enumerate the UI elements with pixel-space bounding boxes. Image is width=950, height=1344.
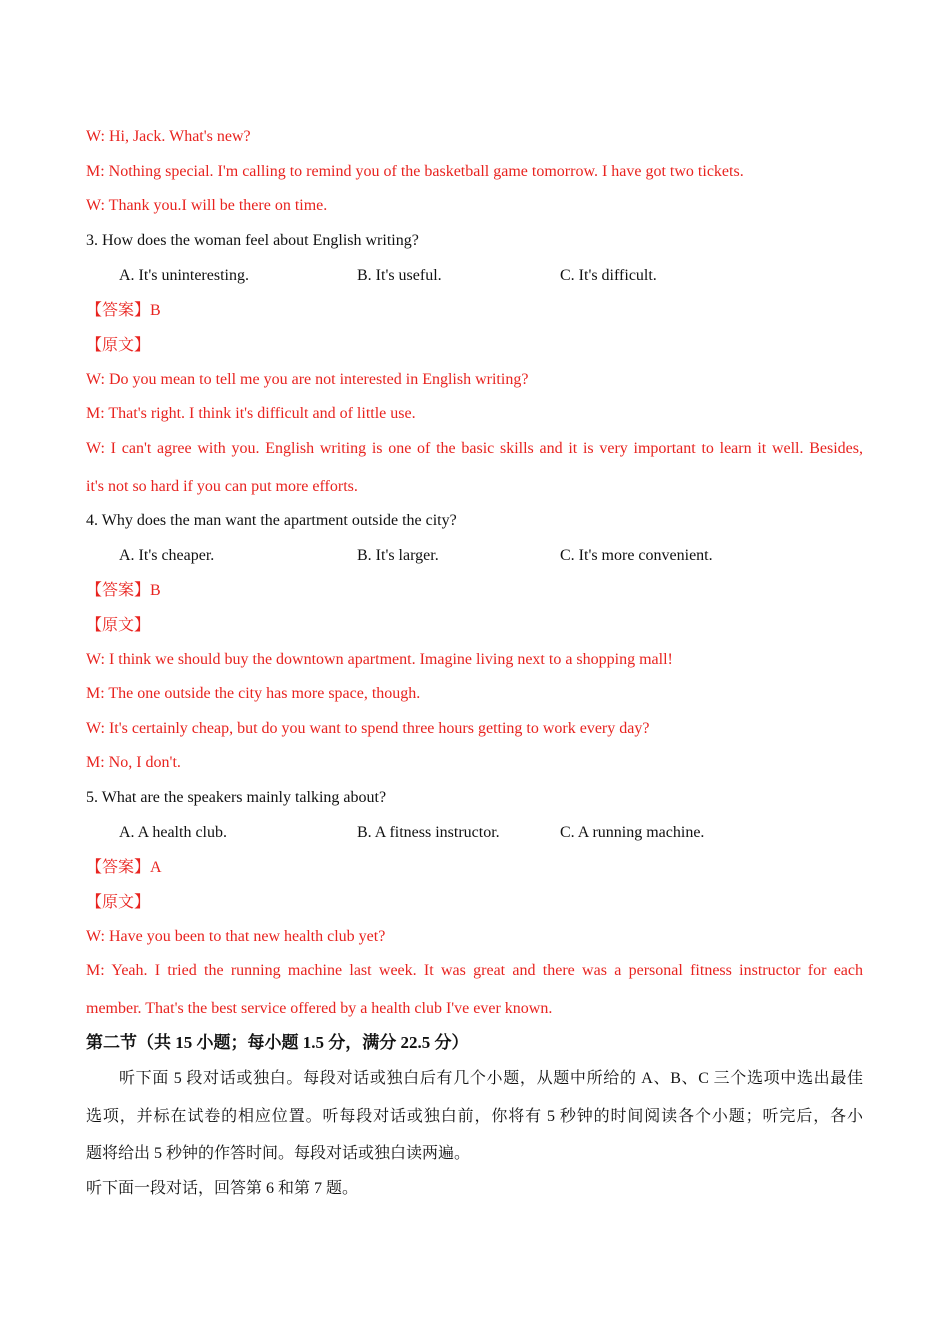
q3-option-b: B. It's useful. [357,267,442,284]
instructions-line: 选项，并标在试卷的相应位置。听每段对话或独白前，你将有 5 秒钟的时间阅读各个小题；听完后，各小 [86,1108,863,1125]
question-5: 5. What are the speakers mainly talking about? [86,789,387,806]
q4-option-c: C. It's more convenient. [560,547,713,564]
dialogue-line: W: It's certainly cheap, but do you want to spend three hours getting to work every day? [86,720,650,737]
lead-in: 听下面一段对话，回答第 6 和第 7 题。 [86,1180,359,1197]
q4-option-a: A. It's cheaper. [119,547,215,564]
q4-answer: 【答案】B [86,582,161,599]
dialogue-line: M: That's right. I think it's difficult and of little use. [86,405,416,422]
q5-option-b: B. A fitness instructor. [357,824,500,841]
q3-option-a: A. It's uninteresting. [119,267,249,284]
question-3: 3. How does the woman feel about English writing? [86,232,419,249]
dialogue-line: W: Thank you.I will be there on time. [86,197,328,214]
q3-option-c: C. It's difficult. [560,267,657,284]
q5-answer: 【答案】A [86,859,162,876]
dialogue-line: M: No, I don't. [86,754,181,771]
dialogue-line: M: Nothing special. I'm calling to remind you of the basketball game tomorrow. I have got two tickets. [86,163,744,180]
dialogue-line: it's not so hard if you can put more efforts. [86,478,358,495]
q4-option-b: B. It's larger. [357,547,439,564]
dialogue-line: W: Hi, Jack. What's new? [86,128,251,145]
dialogue-line: M: The one outside the city has more space, though. [86,685,421,702]
section-2-heading: 第二节（共 15 小题；每小题 1.5 分，满分 22.5 分） [86,1033,469,1052]
dialogue-line: member. That's the best service offered by a health club I've ever known. [86,1000,553,1017]
q5-option-c: C. A running machine. [560,824,705,841]
dialogue-line: M: Yeah. I tried the running machine last week. It was great and there was a personal fitness instructor for each [86,962,863,979]
instructions-line: 听下面 5 段对话或独白。每段对话或独白后有几个小题，从题中所给的 A、B、C 三个选项中选出最佳 [119,1070,863,1087]
dialogue-line: W: Have you been to that new health club yet? [86,928,386,945]
dialogue-line: W: I can't agree with you. English writing is one of the basic skills and it is very important to learn it well. Besides, [86,440,863,457]
dialogue-line: W: Do you mean to tell me you are not interested in English writing? [86,371,529,388]
instructions-line: 题将给出 5 秒钟的作答时间。每段对话或独白读两遍。 [86,1145,471,1162]
q5-option-a: A. A health club. [119,824,227,841]
dialogue-line: W: I think we should buy the downtown apartment. Imagine living next to a shopping mall! [86,651,673,668]
q5-source-label: 【原文】 [86,894,151,911]
q3-source-label: 【原文】 [86,337,151,354]
q3-answer: 【答案】B [86,302,161,319]
question-4: 4. Why does the man want the apartment outside the city? [86,512,457,529]
q4-source-label: 【原文】 [86,617,151,634]
